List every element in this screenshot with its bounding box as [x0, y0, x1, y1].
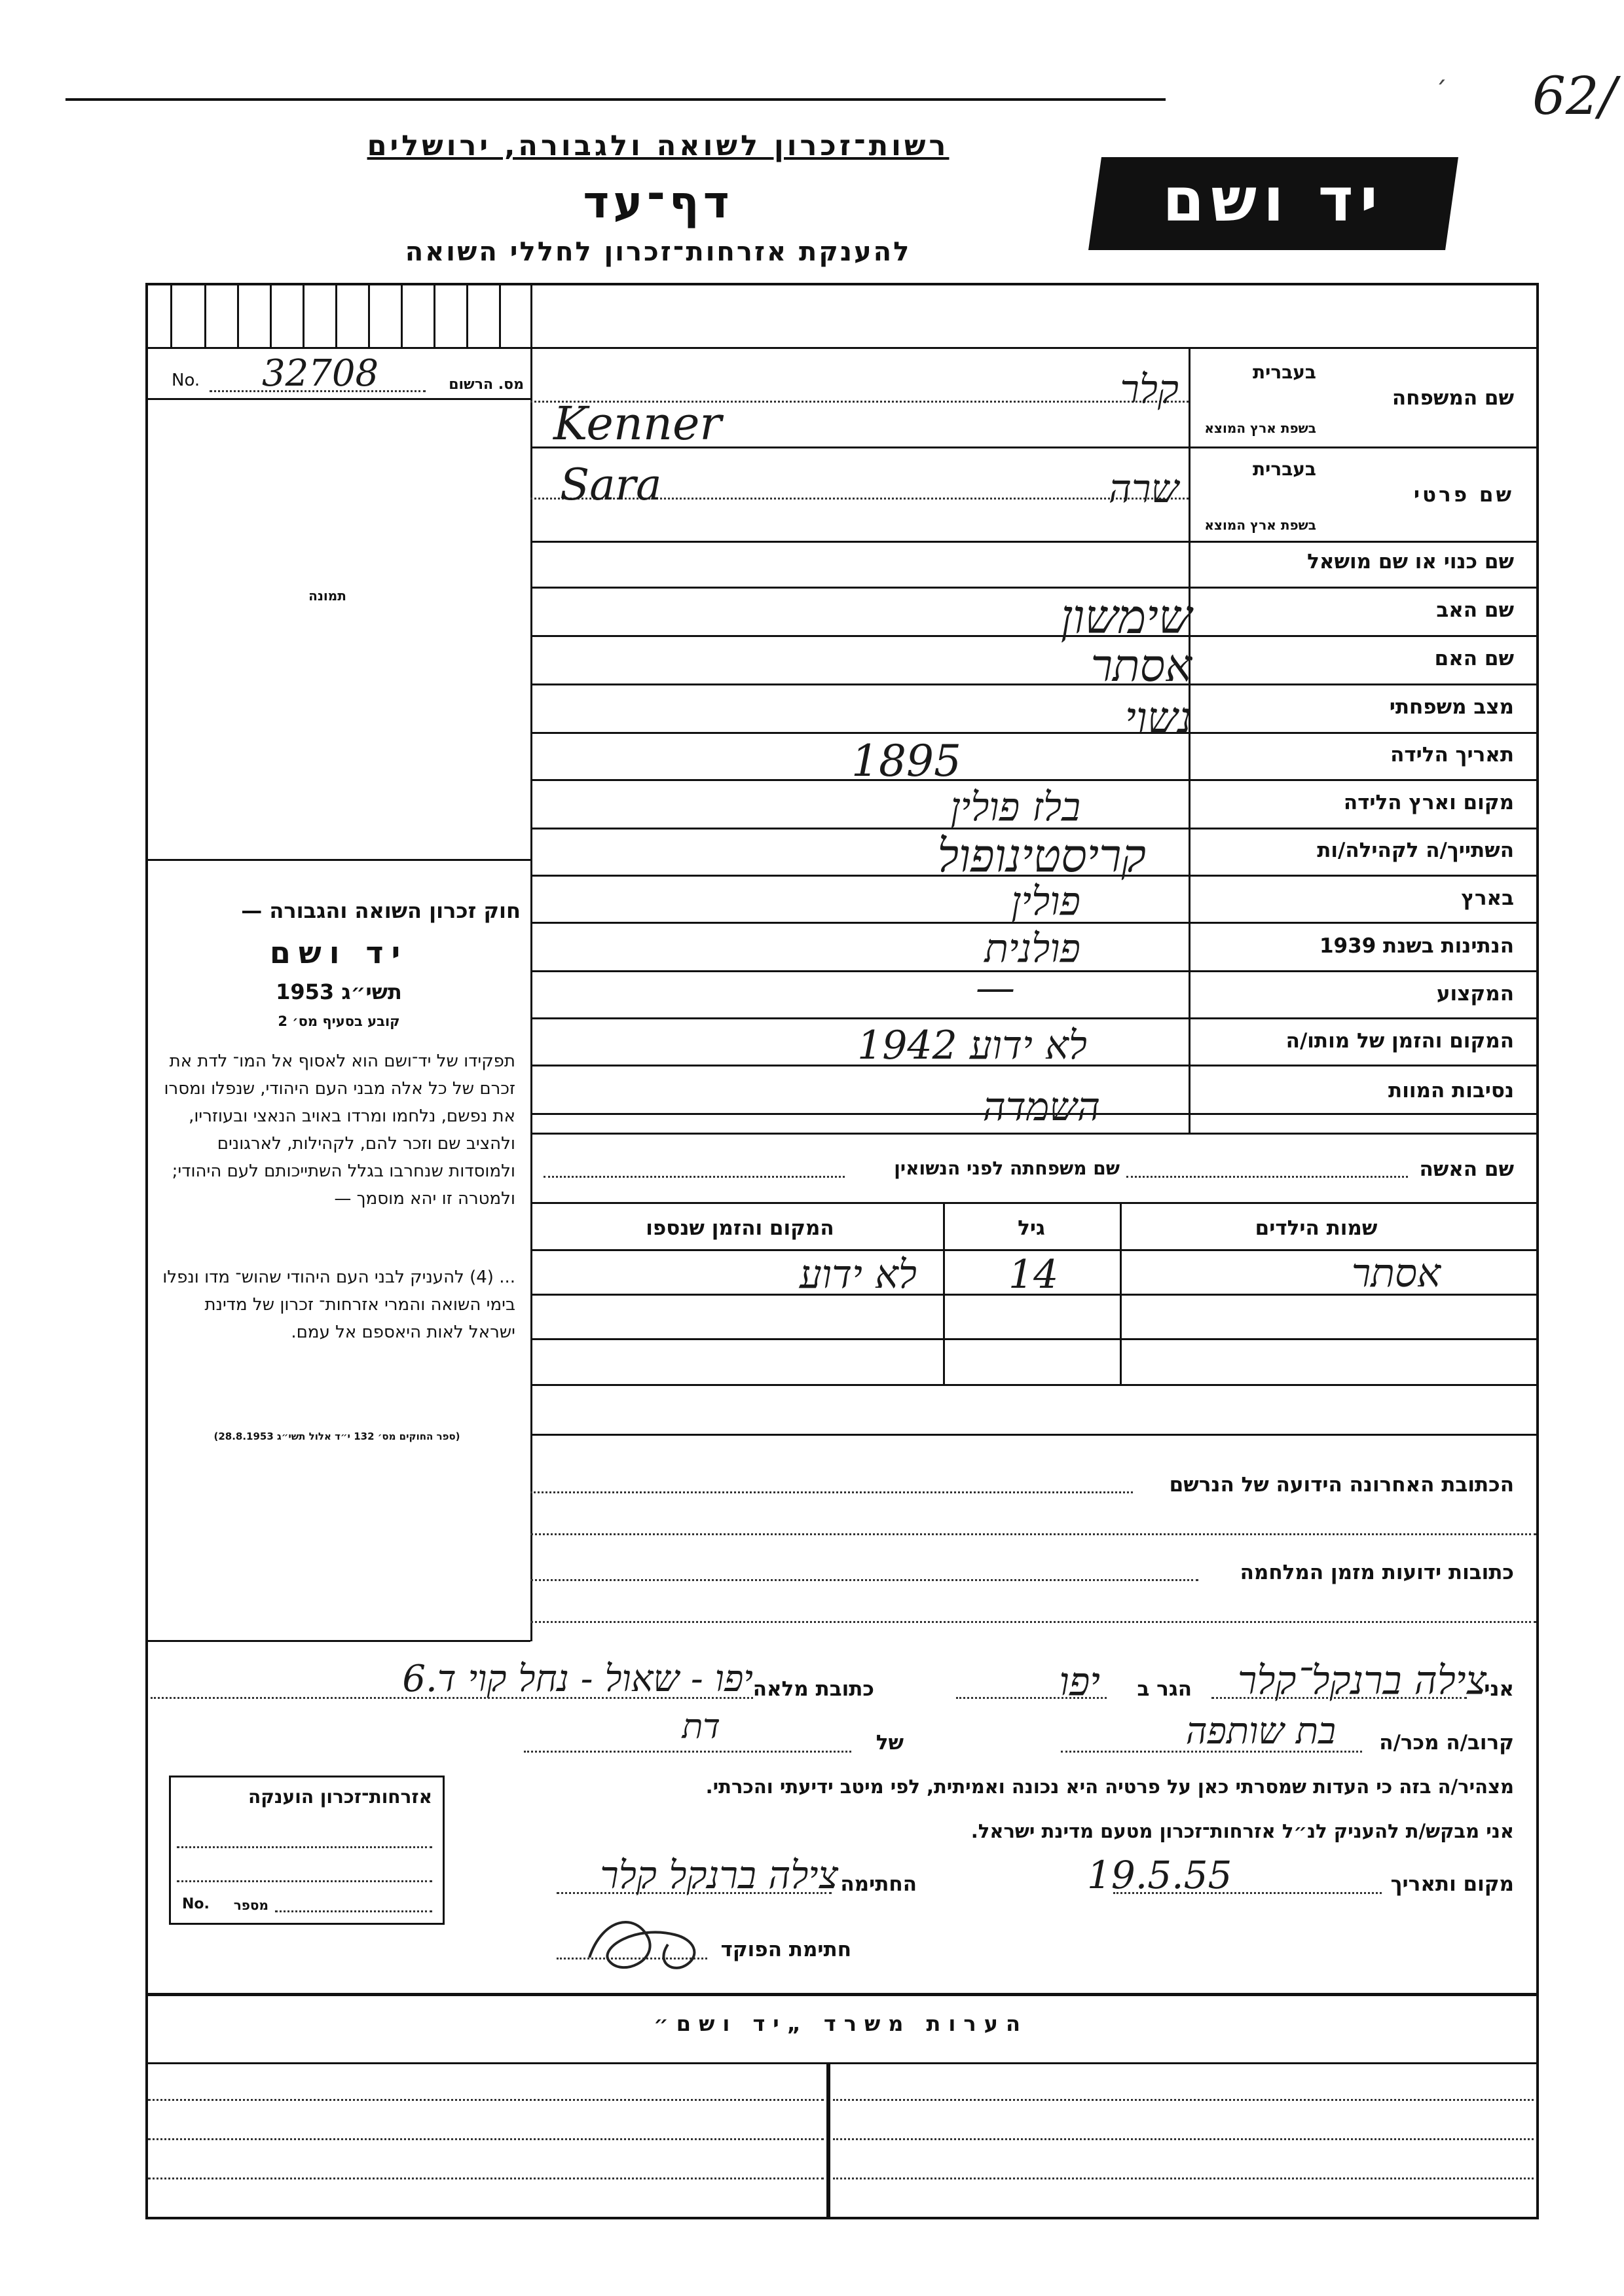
wife-line — [1126, 1176, 1408, 1178]
country-label: בארץ — [1461, 886, 1514, 910]
declarant-label: אני — [1484, 1677, 1514, 1701]
notes-line-6 — [833, 2178, 1534, 2179]
maiden-label: שם משפחתה לפני הנשואין — [894, 1157, 1120, 1179]
law-paragraph-2: ... (4) להעניק לבני העם היהודי שהוש־ מדו ונפלו בימי השואה והמרי אזרחות־ זכרון של מדינת ישראל לאות היאספם אל עמם. — [162, 1267, 515, 1342]
birth-place-label: מקום וארץ הלידה — [1343, 791, 1514, 814]
full-address-label: כתובת מלאה — [752, 1677, 874, 1701]
strip-cell-11 — [499, 283, 501, 347]
war-address-line-1 — [530, 1579, 1198, 1581]
page-number: 62/ — [1532, 65, 1617, 126]
witness-city-value: יפו — [1059, 1659, 1100, 1705]
death-place-label: המקום והזמן של מותו/ה — [1285, 1029, 1514, 1053]
row-sep-5 — [530, 779, 1536, 781]
profession-value: — — [976, 965, 1015, 1011]
strip-cell-8 — [401, 283, 403, 347]
law-paragraph-1: תפקידו של יד־ושם הוא לאסוף אל המו־ לדת את זכרם של כל אלה מבני העם היהודי, שנפלו ומסרו את נפשם, נלחמו ומרדו באויב הנאצי ובעוזריו, ולהציב שם וזכר להם, לקהילות, לארגונים ולמוסדות שנחרבו בגלל השתייכותם לעם היהודי; ולמטרה זו יהא מוסמך — — [164, 1051, 515, 1209]
notes-top-rule — [145, 1993, 1536, 1996]
corner-tick-mark: ˊ — [1434, 77, 1447, 107]
place-date-label: מקום ותאריך — [1390, 1872, 1514, 1896]
father-label: שם האב — [1436, 598, 1514, 622]
last-address-line-2 — [530, 1533, 1536, 1535]
death-place-value: לא ידוע 1942 — [857, 1023, 1087, 1068]
citizenship-box-line-2 — [177, 1880, 432, 1882]
notes-divider — [826, 2062, 830, 2217]
logo-text: יד ושם — [1162, 165, 1384, 235]
wife-label: שם האשה — [1419, 1157, 1514, 1181]
age-header: גיל — [1018, 1216, 1045, 1240]
notes-line-1 — [148, 2099, 824, 2101]
top-rule — [65, 98, 1166, 101]
request-text: אני מבקש/ת להעניק לנ״ל אזרחות־זכרון מטעם מדינת ישראל. — [970, 1820, 1514, 1842]
maiden-line — [544, 1176, 845, 1178]
declaration-text: מצהיר/ה בזה כי העדות שמסרתי כאן על פרטיה היא נכונה ואמיתית, לפי מיטב ידיעתי והכרתי. — [705, 1776, 1514, 1798]
strip-cell-10 — [466, 283, 468, 347]
notes-line-2 — [148, 2138, 824, 2140]
children-col-1 — [1120, 1202, 1122, 1384]
row-sep-10 — [530, 1017, 1536, 1019]
first-name-origin: Sara — [560, 460, 662, 510]
of-label: של — [876, 1731, 904, 1755]
law-name: יד ושם — [269, 935, 409, 970]
row-sep-death — [530, 1133, 1536, 1135]
date-value: 19.5.55 — [1087, 1853, 1232, 1897]
registry-no-label-he: מס. הרשום — [449, 376, 524, 393]
strip-cell-5 — [303, 283, 304, 347]
photo-area-bottom — [145, 859, 530, 861]
photo-label: תמונה — [308, 588, 346, 604]
children-row-2-bottom — [530, 1338, 1536, 1340]
mother-label: שם האם — [1434, 647, 1514, 670]
of-line — [524, 1751, 851, 1753]
relative-label: קרוב/ה מכר/ה — [1379, 1731, 1514, 1755]
children-names-header: שמות הילדים — [1255, 1216, 1378, 1240]
first-origin-label: בשפת ארץ המוצא — [1204, 517, 1316, 533]
marital-label: מצב משפחתי — [1389, 695, 1514, 719]
death-cause-label: נסיבות המוות — [1388, 1079, 1514, 1102]
row-sep-first — [530, 541, 1536, 543]
children-col-2 — [943, 1202, 945, 1384]
citizenship-box-no-line — [275, 1910, 432, 1912]
community-value: קריסטינופול — [937, 829, 1146, 883]
children-table-bottom — [530, 1384, 1536, 1386]
law-year: תשי״ג 1953 — [276, 979, 402, 1004]
citizenship-box-line-1 — [177, 1846, 432, 1848]
birth-date-value: 1895 — [851, 736, 961, 786]
family-name-label: שם המשפחה — [1392, 386, 1514, 410]
law-title: חוק זכרון השואה והגבורה — — [241, 898, 521, 923]
authority-title: רשות־זכרון לשואה ולגבורה, ירושלים — [367, 130, 950, 162]
family-origin-label: בשפת ארץ המוצא — [1204, 420, 1316, 436]
family-hebrew-label: בעברית — [1252, 361, 1316, 383]
supervisor-signature-scribble — [576, 1899, 720, 1984]
strip-cell-9 — [434, 283, 435, 347]
notes-line-4 — [833, 2099, 1534, 2101]
wife-row-bottom — [530, 1202, 1536, 1204]
witness-name-value: צילה ברנקל־קלר — [1237, 1658, 1486, 1704]
left-area-bottom — [145, 1640, 530, 1642]
signature-value: צילה ברנקל קלר — [600, 1853, 838, 1897]
notes-line-5 — [833, 2138, 1534, 2140]
signature-label: החתימה — [840, 1872, 917, 1896]
child-age-value: 14 — [1008, 1252, 1059, 1298]
notes-header-bottom — [145, 2062, 1536, 2064]
first-name-label: שם פרטי — [1413, 483, 1514, 507]
top-strip-bottom — [145, 347, 1536, 349]
supervisor-signature-label: חתימת הפוקד — [720, 1938, 851, 1961]
relation-value: בת שותפה — [1185, 1710, 1336, 1753]
birth-place-value: בלז פולין — [950, 784, 1080, 830]
address-section-top — [530, 1434, 1536, 1436]
strip-cell-4 — [270, 283, 272, 347]
profession-label: המקצוע — [1436, 982, 1514, 1006]
family-name-origin: Kenner — [553, 397, 722, 450]
witness-address-value: יפו - שאול - נחל קוי ד.6 — [402, 1658, 753, 1700]
first-hebrew-label: בעברית — [1252, 458, 1316, 480]
left-column-divider — [530, 283, 532, 1641]
nickname-label: שם כנוי או שם מושאל — [1307, 550, 1514, 574]
marital-value: נשוי — [1124, 693, 1192, 743]
of-value: דת — [682, 1707, 720, 1747]
children-place-header: המקום והזמן שנספו — [646, 1216, 834, 1240]
resident-label: הגר ב — [1137, 1677, 1192, 1701]
registry-no-label: No. — [172, 371, 200, 390]
strip-cell-2 — [204, 283, 206, 347]
form-subtitle: להענקת אזרחות־זכרון לחללי השואה — [405, 237, 912, 267]
strip-cell-6 — [335, 283, 337, 347]
citizenship-value: פולנית — [984, 926, 1080, 972]
birth-date-label: תאריך הלידה — [1390, 743, 1514, 767]
first-name-hebrew: שרה — [1108, 466, 1179, 512]
child-name-value: אסתר — [1351, 1250, 1441, 1296]
form-title: דף־עד — [583, 177, 733, 228]
last-address-line-1 — [530, 1491, 1133, 1493]
strip-cell-1 — [170, 283, 172, 347]
father-value: שימשון — [1060, 589, 1192, 644]
mother-value: אסתר — [1090, 640, 1192, 692]
last-address-label: הכתובת האחרונה הידועה של הנרשם — [1169, 1473, 1514, 1497]
citizenship-label: הנתינות בשנת 1939 — [1319, 934, 1514, 958]
country-value: פולין — [1011, 879, 1080, 924]
strip-cell-7 — [368, 283, 370, 347]
registry-no-value: 32708 — [262, 352, 379, 395]
family-name-hebrew: קלר — [1120, 367, 1179, 412]
row-sep-1 — [530, 587, 1536, 589]
citizenship-box-number: מספר — [233, 1897, 268, 1913]
war-address-line-2 — [530, 1621, 1536, 1623]
citizenship-box-no: No. — [182, 1896, 210, 1912]
law-footnote: (ספר החוקים מס׳ 132 י״ד אלול תשי״ג 28.8.1953) — [213, 1430, 460, 1442]
community-label: השתייך/ה לקהילה/ות — [1317, 839, 1514, 862]
law-clause: קובע בסעיף מס׳ 2 — [278, 1013, 400, 1029]
citizenship-box-title: אזרחות־זכרון הוענקה — [248, 1786, 432, 1808]
war-addresses-label: כתובות ידועות מזמן המלחמה — [1240, 1561, 1514, 1584]
child-place-value: לא ידוע — [799, 1252, 917, 1298]
notes-line-3 — [148, 2178, 824, 2179]
registry-row-bottom — [145, 398, 530, 400]
strip-cell-3 — [237, 283, 239, 347]
office-notes-title: הערות משרד „יד ושם״ — [654, 2011, 1028, 2036]
death-cause-value: השמדה — [982, 1084, 1100, 1130]
